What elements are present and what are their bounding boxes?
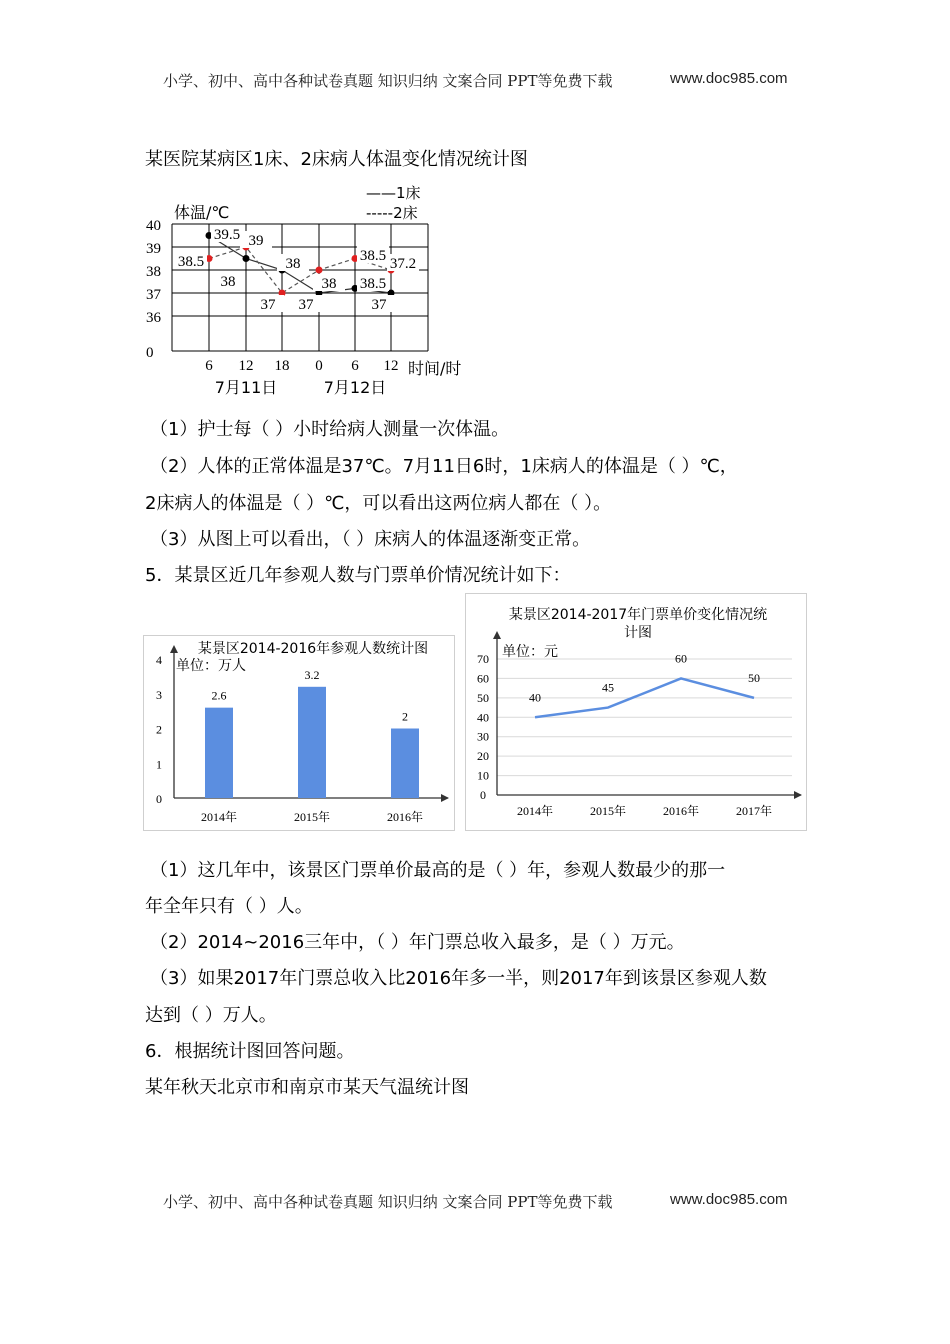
point-label: 39.5 — [213, 227, 241, 243]
bar-category-label: 2014年 — [200, 810, 238, 824]
q4-question-1: （1）护士每（ ）小时给病人测量一次体温。 — [150, 419, 510, 440]
price-y-tick: 30 — [477, 729, 489, 744]
x-tick-label: 0 — [315, 358, 323, 374]
q6-intro: 6．根据统计图回答问题。 — [145, 1041, 355, 1062]
x-group-label-day1: 7月11日 — [214, 378, 278, 397]
bar-chart-unit: 单位：万人 — [176, 658, 246, 674]
price-y-tick: 20 — [477, 749, 489, 764]
price-y-tick: 10 — [477, 768, 489, 783]
q4-question-2-line-1: （2）人体的正常体温是37℃。7月11日6时，1床病人的体温是（ ）℃， — [150, 456, 738, 477]
q5-question-2: （2）2014~2016三年中，（ ）年门票总收入最多，是（ ）万元。 — [150, 932, 685, 953]
series-2-point — [316, 267, 323, 274]
y-axis-label: 体温/℃ — [174, 203, 230, 222]
bar-y-tick: 0 — [156, 792, 162, 806]
q6-chart-title: 某年秋天北京市和南京市某天气温统计图 — [145, 1077, 469, 1098]
point-label: 37 — [298, 297, 314, 313]
temperature-grid — [172, 224, 428, 351]
y-tick-label: 40 — [146, 218, 161, 234]
y-tick-label: 38 — [146, 264, 161, 280]
q4-question-3: （3）从图上可以看出，（ ）床病人的体温逐渐变正常。 — [150, 529, 591, 550]
price-y-tick: 70 — [477, 652, 489, 666]
q5-intro: 5．某景区近几年参观人数与门票单价情况统计如下： — [145, 565, 571, 586]
bar-value-label: 3.2 — [304, 667, 320, 682]
bar-value-label: 2 — [402, 709, 408, 724]
bar-y-tick: 3 — [156, 687, 162, 702]
visitors-bar-chart — [143, 635, 455, 831]
ticket-price-line-chart — [465, 593, 807, 831]
series-1-point — [243, 255, 250, 262]
point-label: 38 — [285, 256, 301, 272]
price-category-label: 2016年 — [662, 804, 700, 818]
price-value-label: 50 — [748, 670, 760, 685]
x-tick-label: 12 — [238, 358, 254, 374]
bar-chart-title: 某景区2014-2016年参观人数统计图 — [197, 641, 429, 657]
q5-question-1-line-2: 年全年只有（ ）人。 — [145, 896, 313, 917]
x-group-label-day2: 7月12日 — [323, 378, 387, 397]
q4-question-2-line-2: 2床病人的体温是（ ）℃，可以看出这两位病人都在（ ）。 — [145, 493, 612, 514]
price-y-tick: 0 — [480, 788, 486, 802]
y-tick-label: 39 — [146, 241, 161, 257]
y-tick-label: 0 — [146, 345, 154, 361]
point-label: 37 — [260, 297, 276, 313]
y-tick-label: 37 — [146, 287, 161, 303]
page-header-site: www.doc985.com — [670, 70, 788, 87]
point-label: 38.5 — [177, 254, 205, 270]
bar-y-tick: 1 — [156, 757, 162, 772]
page-header-text: 小学、初中、高中各种试卷真题 知识归纳 文案合同 PPT等免费下载 — [163, 72, 613, 90]
price-category-label: 2015年 — [589, 804, 627, 818]
price-chart-title-line-1: 某景区2014-2017年门票单价变化情况统 — [508, 607, 768, 623]
price-value-label: 40 — [529, 690, 541, 705]
price-y-tick: 50 — [477, 690, 489, 705]
x-axis-label: 时间/时 — [408, 359, 462, 378]
price-chart-unit: 单位：元 — [502, 644, 558, 660]
y-tick-label: 36 — [146, 310, 161, 326]
bar-value-label: 2.6 — [211, 688, 227, 703]
legend-bed-2: -----2床 — [366, 204, 418, 222]
page-footer-text: 小学、初中、高中各种试卷真题 知识归纳 文案合同 PPT等免费下载 — [163, 1193, 613, 1211]
legend-bed-1: ——1床 — [366, 184, 421, 202]
bar-2014年 — [205, 708, 233, 798]
bar-y-tick: 4 — [156, 653, 162, 667]
bar-2016年 — [391, 729, 419, 799]
bar-2015年 — [298, 687, 326, 798]
price-y-tick: 60 — [477, 671, 489, 686]
page-footer-site: www.doc985.com — [670, 1191, 788, 1208]
price-value-label: 60 — [675, 651, 687, 666]
x-tick-label: 12 — [383, 358, 399, 374]
q5-question-3-line-1: （3）如果2017年门票总收入比2016年多一半，则2017年到该景区参观人数 — [150, 968, 767, 989]
point-label: 39 — [248, 233, 264, 249]
price-chart-title-line-2: 计图 — [624, 625, 652, 641]
price-category-label: 2014年 — [516, 804, 554, 818]
price-y-tick: 40 — [477, 710, 489, 725]
point-label: 38 — [220, 274, 236, 290]
x-tick-label: 18 — [274, 358, 290, 374]
x-tick-label: 6 — [351, 358, 359, 374]
temperature-line-chart — [140, 180, 480, 405]
x-tick-label: 6 — [205, 358, 213, 374]
q4-chart-title: 某医院某病区1床、2床病人体温变化情况统计图 — [145, 149, 528, 170]
bar-category-label: 2015年 — [293, 810, 331, 824]
point-label: 38.5 — [359, 248, 387, 264]
q5-question-1-line-1: （1）这几年中，该景区门票单价最高的是（ ）年，参观人数最少的那一 — [150, 860, 726, 881]
point-label: 37.2 — [389, 256, 417, 272]
point-label: 38 — [321, 276, 337, 292]
price-category-label: 2017年 — [735, 804, 773, 818]
point-label: 37 — [371, 297, 387, 313]
q5-question-3-line-2: 达到（ ）万人。 — [145, 1005, 277, 1026]
bar-category-label: 2016年 — [386, 810, 424, 824]
point-label: 38.5 — [359, 276, 387, 292]
price-value-label: 45 — [602, 680, 614, 695]
bar-y-tick: 2 — [156, 722, 162, 737]
